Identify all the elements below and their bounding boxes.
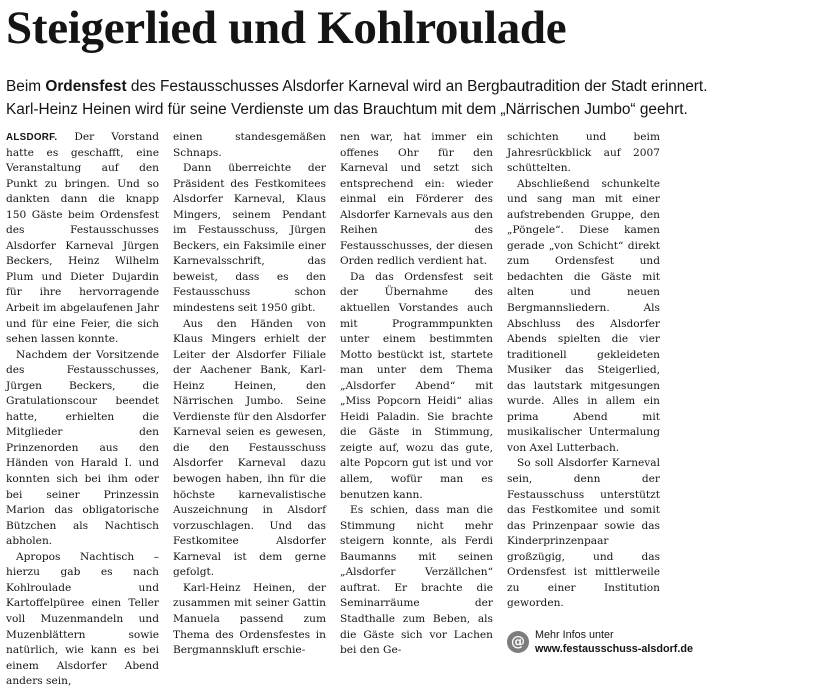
article-body (6, 130, 828, 688)
article-column-4 (507, 130, 693, 690)
article-paragraph: schichten und beim Jahresrückblick auf 2007 schüttelten. (507, 131, 660, 175)
at-sign-icon: @ (507, 631, 529, 653)
paragraph-text: Der Vorstand hatte es geschafft, eine Veranstaltung auf den Punkt zu bringen. Und so dankten dann die knapp 150 Gäste beim Ordensfest des Festausschusses Alsdorfer Karneval Jürgen Beckers, Heinz Wilhelm Plum und Dieter Dujardin für ihre hervorragende Arbeit im abgelaufenen Jahr und für eine Feier, die sich sehen lassen konnte. (6, 131, 159, 346)
article-paragraph: Dann überreichte der Präsident des Festkomitees Alsdorfer Karneval, Klaus Mingers, seinem Pendant im Festausschuss, Jürgen Beckers, ein Faksimile einer Karnevalsschrift, das beweist, dass es den Festausschuss schon mindestens seit 1950 gibt. (173, 162, 326, 315)
article-paragraph (6, 130, 159, 348)
website-link[interactable]: www.festausschuss-alsdorf.de (535, 642, 693, 655)
article-paragraph: Abschließend schunkelte und sang man mit einer aufstrebenden Gruppe, den „Pöngele“. Diese kamen gerade „von Schicht“ direkt zum Ordensfest und bedachten die Gäste mit alten und neuen Bergmannsliedern. Als Abschluss des Alsdorfer Abends spielten die vier traditionell gekleideten Musiker das Steigerlied, das lautstark mitgesungen wurde. Alles in allem ein prima Abend mit musikalischer Untermalung von Axel Lutterbach. (507, 177, 660, 454)
article-paragraph: So soll Alsdorfer Karneval sein, denn der Festausschuss unterstützt das Festkomitee und somit das Prinzenpaar sowie das Kinderprinzenpaar großzügig, und das Ordensfest ist mittlerweile zu einer Institution geworden. (507, 457, 660, 610)
subheadline-line-2: Karl-Heinz Heinen wird für seine Verdienste um das Brauchtum mit dem „Närrischen Jumbo“ geehrt. (6, 101, 688, 118)
article-paragraph: Aus den Händen von Klaus Mingers erhielt der Leiter der Alsdorfer Filiale der Aachener Bank, Karl-Heinz Heinen, den Närrischen Jumbo. Seine Verdienste für den Alsdorfer Karneval seien es gewesen, die den Festausschuss Alsdorfer Karneval dazu bewogen haben, ihn für die höchste karnevalistische Auszeichnung in Alsdorf vorzuschlagen. Und das Festkomitee Alsdorfer Karneval ist dem gerne gefolgt. (173, 317, 326, 579)
more-info-text (535, 628, 693, 656)
article-paragraph: nen war, hat immer ein offenes Ohr für den Karneval und setzt sich entsprechend ein: wieder einmal ein Förderer des Alsdorfer Karnevals aus den Reihen des Festausschusses, der diesen Orden redlich verdient hat. (340, 131, 493, 268)
subheadline-line-1 (6, 75, 828, 98)
dateline: ALSDORF. (6, 132, 58, 143)
article-paragraph: einen standesgemäßen Schnaps. (173, 131, 326, 159)
article-paragraph: Es schien, dass man die Stimmung nicht mehr steigern konnte, als Ferdi Baumanns mit seinen „Alsdorfer Verzällchen“ auftrat. Er brachte die Seminarräume der Stadthalle zum Beben, als die Gäste sich vor Lachen bei den Ge- (340, 504, 493, 657)
subheadline-text: des Festausschusses Alsdorfer Karneval wird an Bergbautradition der Stadt erinnert. (126, 78, 708, 95)
article-paragraph: Da das Ordensfest seit der Übernahme des aktuellen Vorstandes auch mit Programmpunkten unter einem bestimmten Motto bestückt ist, startete man unter dem Thema „Alsdorfer Abend“ mit „Miss Popcorn Heidi“ alias Heidi Paladin. Sie brachte die Gäste in Stimmung, zeigte auf, wozu das gute, alte Popcorn gut ist und vor allem, wofür man es benutzen kann. (340, 270, 493, 501)
article-headline: Steigerlied und Kohlroulade (6, 2, 567, 54)
more-info-box (507, 622, 693, 662)
article-paragraph: Apropos Nachtisch – hierzu gab es nach Kohlroulade und Kartoffelpüree einen Teller voll Muzenmandeln und Muzenblättern sowie natürlich, wie kann es bei einem Alsdorfer Abend anders sein, (6, 550, 159, 688)
more-info-label: Mehr Infos unter (535, 628, 614, 641)
article-column-1 (6, 130, 159, 690)
article-column-3 (340, 130, 493, 690)
subheadline-text: Beim (6, 78, 46, 95)
article-paragraph: Karl-Heinz Heinen, der zusammen mit seiner Gattin Manuela passend zum Thema des Ordensfestes in Bergmannskluft erschie- (173, 581, 326, 657)
article-column-2 (173, 130, 326, 690)
article-paragraph: Nachdem der Vorsitzende des Festausschusses, Jürgen Beckers, die Gratulationscour beendet hatte, erhielten die Mitglieder den Prinzenorden aus den Händen von Harald I. und konnten sich bei ihm oder bei seiner Prinzessin Marion das obligatorische Bützchen als Nachtisch abholen. (6, 348, 159, 548)
subheadline-highlight: Ordensfest (45, 78, 127, 95)
article-subheadline (6, 75, 828, 121)
